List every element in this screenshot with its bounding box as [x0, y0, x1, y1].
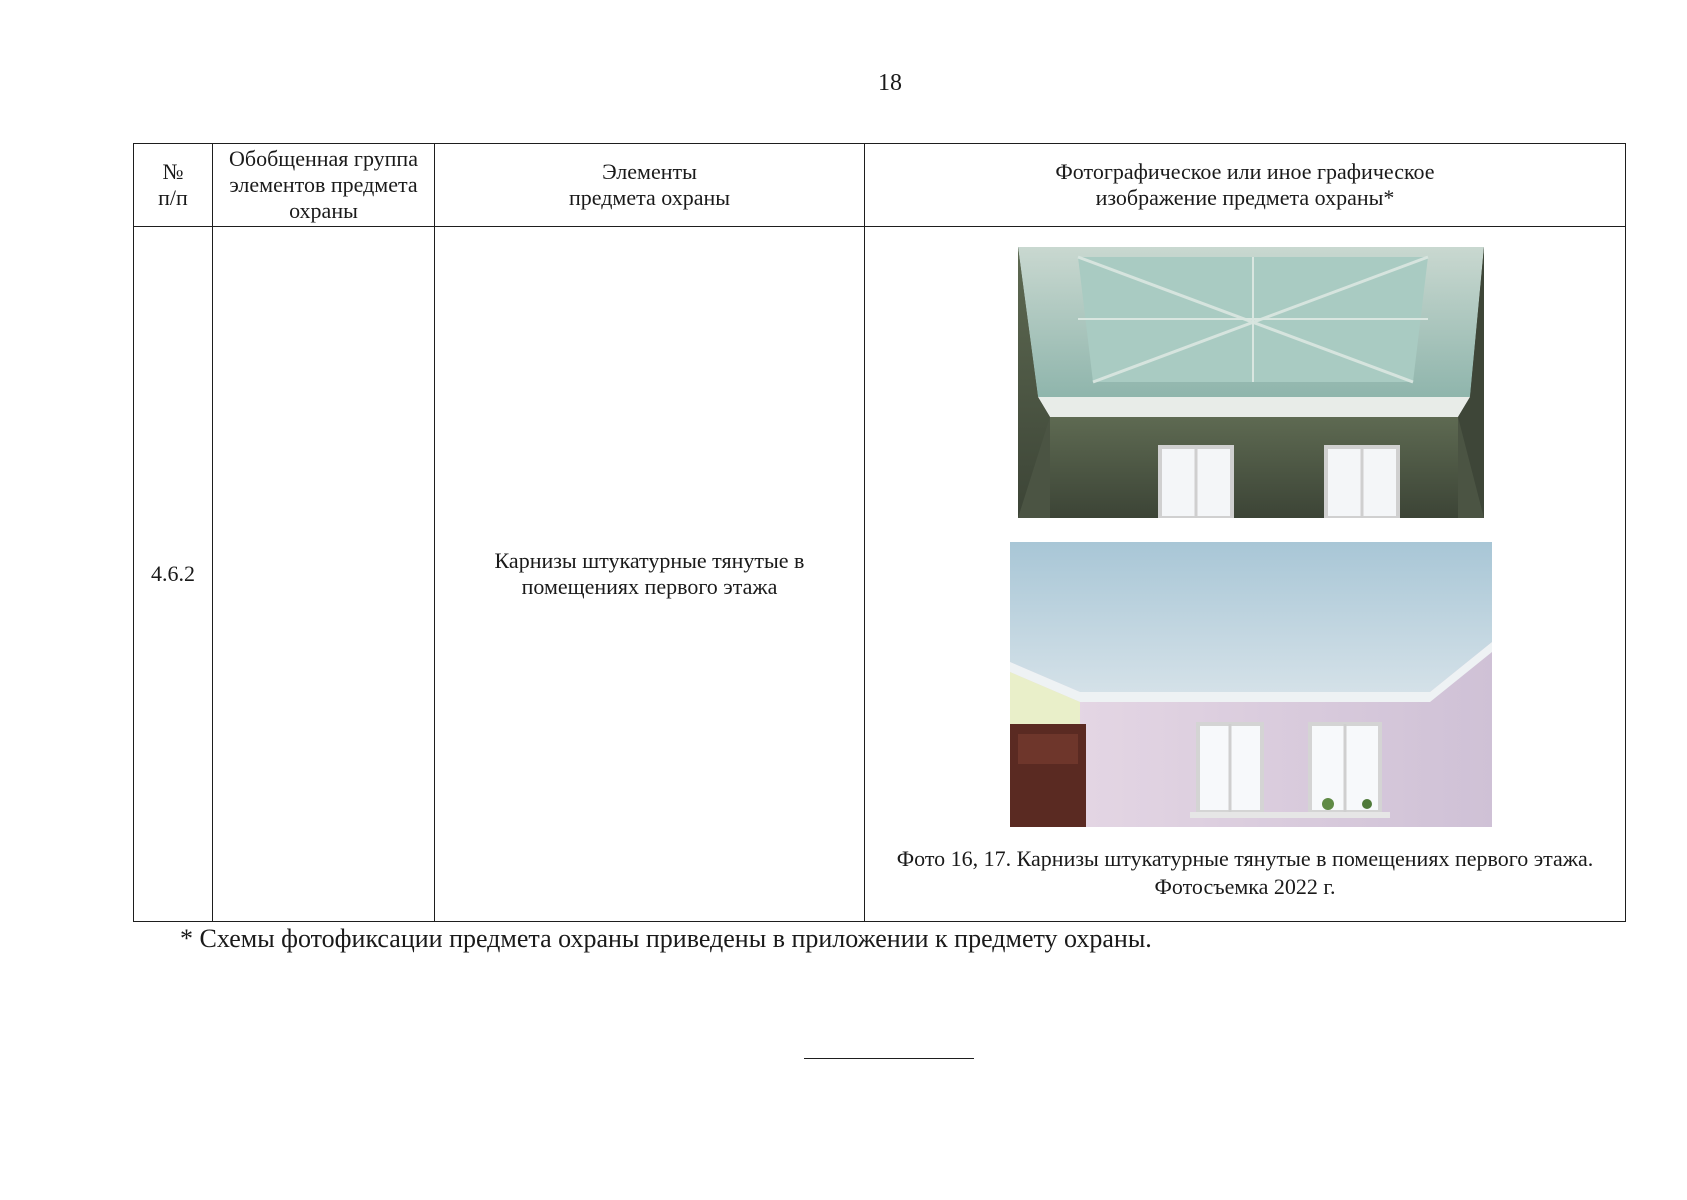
footnote: * Схемы фотофиксации предмета охраны приведены в приложении к предмету охраны. — [180, 924, 1152, 953]
photo-16-ceiling-cornice — [1018, 247, 1484, 518]
end-divider — [804, 1058, 974, 1059]
page-number: 18 — [878, 70, 902, 96]
photo-caption: Фото 16, 17. Карнизы штукатурные тянутые в помещениях первого этажа. Фотосъемка 2022 г. — [896, 846, 1594, 899]
row-elements: Карнизы штукатурные тянутые в помещениях первого этажа — [435, 227, 865, 922]
header-elements: Элементы предмета охраны — [435, 144, 865, 227]
row-num: 4.6.2 — [134, 227, 213, 922]
header-image: Фотографическое или иное графическое изображение предмета охраны* — [865, 144, 1626, 227]
header-group: Обобщенная группа элементов предмета охраны — [213, 144, 435, 227]
row-photos — [865, 227, 1626, 922]
row-group — [213, 227, 435, 922]
table-header-row — [134, 144, 1626, 227]
photo-17-ceiling-cornice — [1010, 542, 1492, 827]
protection-table — [133, 143, 1626, 922]
header-num: № п/п — [134, 144, 213, 227]
table-row — [134, 227, 1626, 922]
